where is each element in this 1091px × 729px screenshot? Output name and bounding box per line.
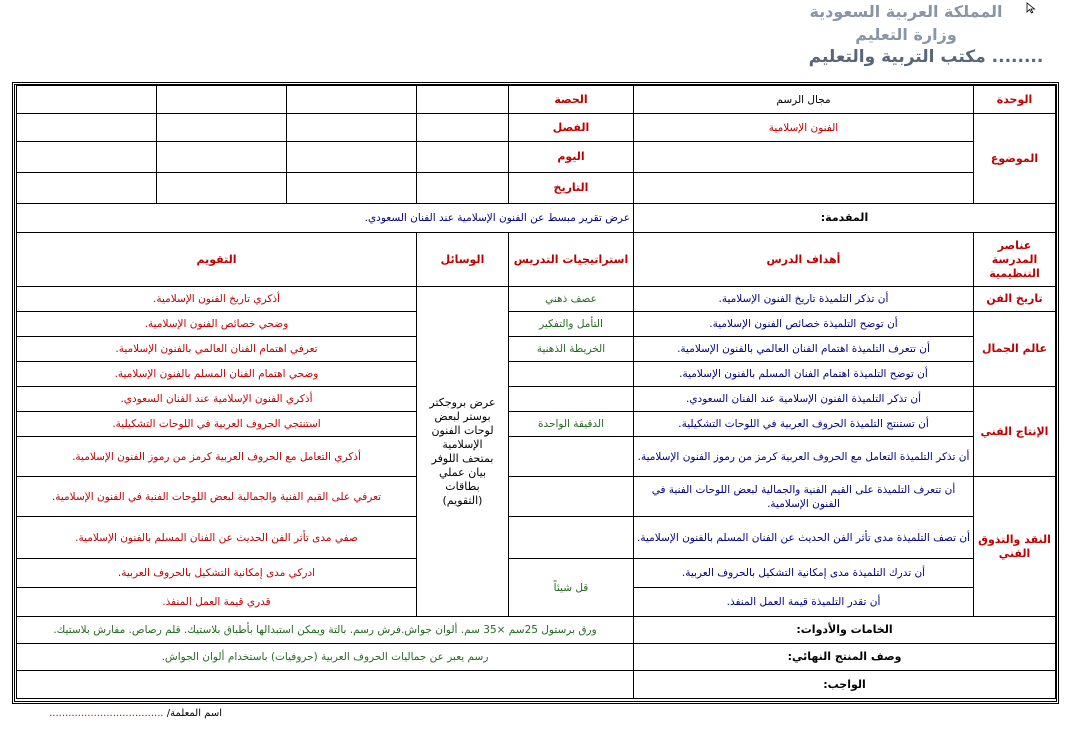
- evaluation-4: وضحي اهتمام الفنان المسلم بالفنون الإسلامية.: [17, 362, 417, 387]
- unit-label: الوحدة: [974, 86, 1056, 114]
- homework-label: الواجب:: [634, 671, 1056, 699]
- objective-6: أن تستنتج التلميذة الحروف العربية في اللوحات التشكيلية.: [634, 412, 974, 437]
- teacher-name-line: [22, 708, 222, 719]
- lesson-plan-table: [16, 85, 1056, 699]
- strategy-3: الخريطة الذهنية: [509, 337, 634, 362]
- objective-11: أن تقدر التلميذة قيمة العمل المنفذ.: [634, 588, 974, 617]
- office-title: مكتب التربية والتعليم ........: [808, 47, 1044, 67]
- day-cell-1[interactable]: [417, 142, 509, 173]
- strategy-8-empty: [509, 477, 634, 517]
- objective-9: أن تصف التلميذة مدى تأثر الفن الحديث عن الفنان المسلم بالفنون الإسلامية.: [634, 517, 974, 559]
- group-criticism: النقد والتذوق الفني: [974, 477, 1056, 617]
- strategy-10: قل شيئاً: [509, 559, 634, 617]
- class-label: الفصل: [509, 114, 634, 142]
- intro-label: المقدمة:: [634, 204, 1056, 233]
- objective-7: أن تذكر التلميذة التعامل مع الحروف العربية كرمز من رموز الفنون الإسلامية.: [634, 437, 974, 477]
- class-cell-4[interactable]: [17, 114, 157, 142]
- day-cell-4[interactable]: [17, 142, 157, 173]
- evaluation-3: تعرفي اهتمام الفنان العالمي بالفنون الإسلامية.: [17, 337, 417, 362]
- letterhead: [756, 0, 1056, 67]
- class-cell-2[interactable]: [287, 114, 417, 142]
- objective-3: أن تتعرف التلميذة اهتمام الفنان العالمي بالفنون الإسلامية.: [634, 337, 974, 362]
- teacher-dots[interactable]: ....................................: [49, 708, 164, 719]
- day-cell-2[interactable]: [287, 142, 417, 173]
- product-label: وصف المنتج النهائي:: [634, 644, 1056, 671]
- col-elements: عناصر المدرسة التنظيمية: [974, 233, 1056, 287]
- col-aids: الوسائل: [417, 233, 509, 287]
- lesson-cell-1[interactable]: [417, 86, 509, 114]
- unit-value[interactable]: مجال الرسم: [634, 86, 974, 114]
- date-cell-3[interactable]: [157, 173, 287, 204]
- col-objectives: أهداف الدرس: [634, 233, 974, 287]
- objective-2: أن توضح التلميذة خصائص الفنون الإسلامية.: [634, 312, 974, 337]
- col-evaluation: التقويم: [17, 233, 417, 287]
- intro-value[interactable]: عرض تقرير مبسط عن الفنون الإسلامية عند الفنان السعودي.: [17, 204, 634, 233]
- col-strategies: استراتيجيات التدريس: [509, 233, 634, 287]
- topic-extra-1[interactable]: [634, 142, 974, 173]
- date-cell-1[interactable]: [417, 173, 509, 204]
- evaluation-9: صفي مدى تأثر الفن الحديث عن الفنان المسلم بالفنون الإسلامية.: [17, 517, 417, 559]
- aids-cell: عرض بروجكتر بوستر لبعض لوحات الفنون الإسلامية بمتحف اللوفر بيان عملي بطاقات (التقويم): [417, 287, 509, 617]
- objective-5: أن تذكر التلميذة الفنون الإسلامية عند الفنان السعودي.: [634, 387, 974, 412]
- lesson-cell-2[interactable]: [287, 86, 417, 114]
- class-cell-3[interactable]: [157, 114, 287, 142]
- strategy-5-empty: [509, 387, 634, 412]
- evaluation-10: ادركي مدى إمكانية التشكيل بالحروف العربية.: [17, 559, 417, 588]
- objective-8: أن تتعرف التلميذة على القيم الفنية والجمالية لبعض اللوحات الفنية في الفنون الإسلامية.: [634, 477, 974, 517]
- lesson-cell-3[interactable]: [157, 86, 287, 114]
- objective-4: أن توضح التلميذة اهتمام الفنان المسلم بالفنون الإسلامية.: [634, 362, 974, 387]
- strategy-2: التأمل والتفكير: [509, 312, 634, 337]
- homework-value[interactable]: [17, 671, 634, 699]
- strategy-6: الدقيقة الواحدة: [509, 412, 634, 437]
- strategy-1: عصف ذهني: [509, 287, 634, 312]
- strategy-7-empty: [509, 437, 634, 477]
- evaluation-7: أذكري التعامل مع الحروف العربية كرمز من رموز الفنون الإسلامية.: [17, 437, 417, 477]
- lesson-label: الحصة: [509, 86, 634, 114]
- date-cell-2[interactable]: [287, 173, 417, 204]
- evaluation-5: أذكري الفنون الإسلامية عند الفنان السعودي.: [17, 387, 417, 412]
- objective-10: أن تدرك التلميذة مدى إمكانية التشكيل بالحروف العربية.: [634, 559, 974, 588]
- teacher-label: اسم المعلمة/: [166, 708, 222, 719]
- evaluation-11: قدري قيمة العمل المنفذ.: [17, 588, 417, 617]
- strategy-9-empty: [509, 517, 634, 559]
- day-cell-3[interactable]: [157, 142, 287, 173]
- group-aesthetics: عالم الجمال: [974, 312, 1056, 387]
- evaluation-8: تعرفي على القيم الفنية والجمالية لبعض اللوحات الفنية في الفنون الإسلامية.: [17, 477, 417, 517]
- group-history: تاريخ الفن: [974, 287, 1056, 312]
- lesson-cell-4[interactable]: [17, 86, 157, 114]
- strategy-4-empty: [509, 362, 634, 387]
- materials-label: الخامات والأدوات:: [634, 617, 1056, 644]
- kingdom-title: المملكة العربية السعودية: [809, 2, 1003, 21]
- group-production: الإنتاج الفني: [974, 387, 1056, 477]
- product-value[interactable]: رسم يعبر عن جماليات الحروف العربية (حروفيات) باستخدام ألوان الجواش.: [17, 644, 634, 671]
- day-label: اليوم: [509, 142, 634, 173]
- class-cell-1[interactable]: [417, 114, 509, 142]
- ministry-title: وزارة التعليم: [855, 25, 957, 44]
- topic-label: الموضوع: [974, 114, 1056, 204]
- materials-value[interactable]: ورق برستول 25سم ×35 سم. ألوان جواش.فرش رسم. بالتة ويمكن استبدالها بأطباق بلاستيك. قلم رصاص. مفارش بلاستيك.: [17, 617, 634, 644]
- evaluation-6: استنتجي الحروف العربية في اللوحات التشكيلية.: [17, 412, 417, 437]
- objective-1: أن تذكر التلميذة تاريخ الفنون الإسلامية.: [634, 287, 974, 312]
- topic-extra-2[interactable]: [634, 173, 974, 204]
- evaluation-1: أذكري تاريخ الفنون الإسلامية.: [17, 287, 417, 312]
- date-cell-4[interactable]: [17, 173, 157, 204]
- topic-value[interactable]: الفنون الإسلامية: [634, 114, 974, 142]
- date-label: التاريخ: [509, 173, 634, 204]
- evaluation-2: وضحي خصائص الفنون الإسلامية.: [17, 312, 417, 337]
